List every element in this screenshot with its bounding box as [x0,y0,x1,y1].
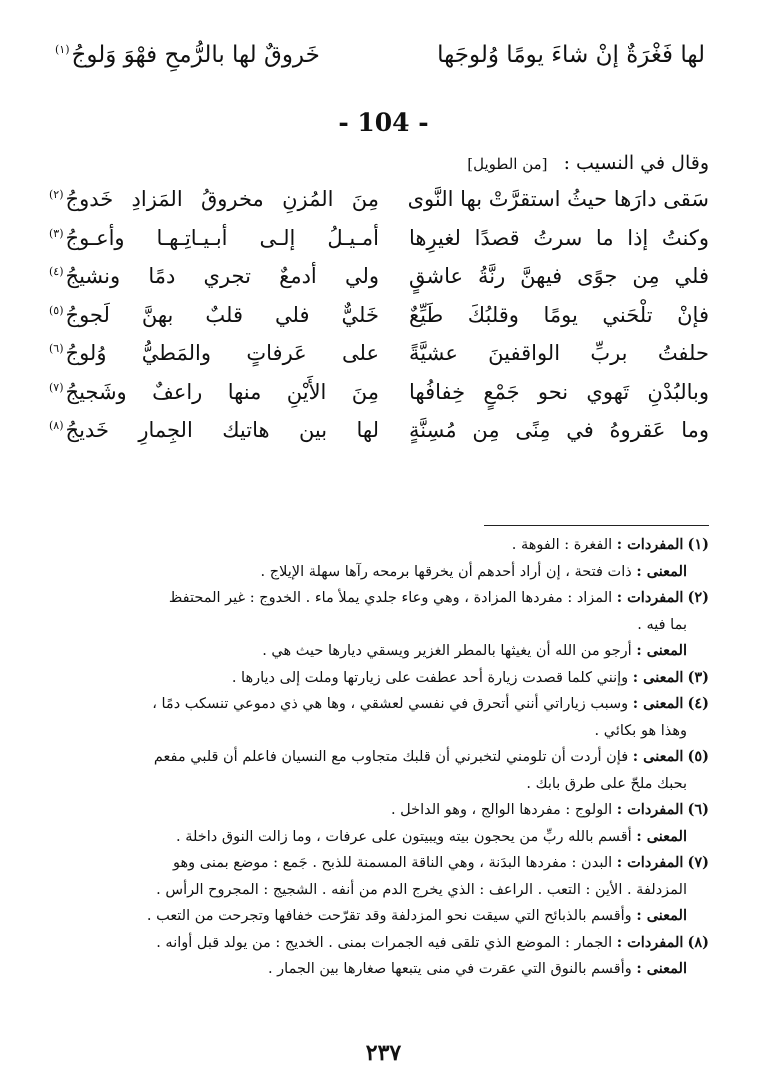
footnote-number: (٦) [687,801,709,818]
footnote-text: وأقسم بالنوق التي عقرت في منى يتبعها صغارها بين الجمار . [267,961,632,977]
verse-hemistich-first: وما عَقروهُ في مِنًى مِن مُسِنَّةٍ [409,418,709,442]
verse-hemistich-second [49,264,379,288]
footnote-ref: (٤) [49,265,64,278]
footnote-ref: (٢) [49,188,64,201]
verse-hemistich-second [49,418,379,442]
footnote-line [55,771,709,798]
footnote-line [55,824,709,851]
footnote-text: أرجو من الله أن يغيثها بالمطر الغزير ويسقي ديارها حيث هي . [262,643,632,659]
footnote-line [55,877,709,904]
footnote-label: المفردات : [616,801,684,818]
footnote-number: (٢) [687,589,709,606]
verse-hemistich-second [49,226,379,250]
footnote-line [55,638,709,665]
footnote-text: أقسم بالله ربِّ من يحجون بيته ويبيتون على عرفات ، وما زالت النوق داخلة . [176,828,632,845]
footnote-line [55,718,709,745]
footnote-label: المعنى : [636,562,687,580]
hemistich-text: خَروقٌ لها بالرُّمحِ فهْوَ وَلوجُ [71,42,320,68]
footnote-number: (٨) [687,933,709,951]
footnote-ref: (٥) [49,303,64,317]
footnote-label: المعنى : [636,642,687,659]
footnote-label: المعنى : [636,960,687,977]
verse-hemistich-first: لها فَغْرَةٌ إنْ شاءَ يومًا وُلوجَها [437,42,705,68]
poem-intro [369,152,709,174]
footnote-label: المعنى : [636,907,687,924]
footnote-ref: (٦) [49,342,64,355]
meter-label: [من الطويل] [467,155,548,173]
footnote-line [55,744,709,771]
footnote-number: (٤) [687,695,709,712]
footnote-line [55,559,709,586]
footnote-text: وأقسم بالذبائح التي سيقت نحو المزدلفة وقد تقرّحت خفافها وتجرحت من التعب . [146,908,632,924]
page-number: ٢٣٧ [365,1040,402,1066]
hemistich-text: خَليٌّ فلي قلبٌ بهنَّ لَجوجُ [65,302,379,327]
footnote-line [55,532,709,559]
footnote-label: المعنى : [632,748,684,765]
verse-hemistich-first: حلفتُ بربِّ الواقفينَ عشيَّةً [409,341,709,365]
verse-hemistich-first: وبالبُدْنِ تَهوي نحو جَمْعٍ خِفافُها [409,379,709,404]
footnote-line [55,797,709,824]
footnote-line [55,850,709,877]
verse-line [49,380,709,419]
footnote-text: بحبك ملحّ على طرق بابك . [526,775,687,792]
footnote-text: فإن أردت أن تلومني لتخبرني أن قلبك متجاوب مع النسيان فاعلم أن قلبي مفعم [153,749,629,765]
verse-hemistich-second [49,380,379,404]
footnote-ref: (١) [55,43,70,57]
footnote-line [55,903,709,930]
verse-hemistich-second [49,341,379,365]
footnote-text: وإنني كلما قصدت زيارة أحد عطفت على زيارتها وملت إلى ديارها . [231,669,629,686]
poem-verses [49,187,709,457]
footnote-number: (٥) [687,748,709,765]
footnote-line [55,691,709,718]
footnote-number: (٣) [687,668,709,686]
footnote-label: المفردات : [616,589,684,606]
verse-hemistich-second [49,303,379,327]
footnote-ref: (٧) [49,380,64,394]
verse-hemistich-first: سَقى دارَها حيثُ استقرَّتْ بها النَّوى [407,187,709,211]
hemistich-text: على عَرفاتٍ والمَطيُّ وُلوجُ [65,341,379,365]
verse-hemistich-first: فلي مِن جوًى فيهنَّ رنَّةُ عاشقٍ [409,264,709,288]
footnote-label: المعنى : [632,668,684,686]
footnote-ref: (٣) [49,226,64,240]
verse-hemistich-first: وكنتُ إذا ما سرتُ قصدًا لغيرِها [409,225,709,250]
footnote-label: المفردات : [616,933,684,951]
hemistich-text: مِنَ المُزنِ مخروقُ المَزادِ خَدوجُ [65,187,379,211]
footnote-ref: (٨) [49,419,64,432]
hemistich-text: لها بين هاتيك الجِمارِ خَديجُ [65,418,379,442]
footnote-divider [484,525,709,526]
intro-text: وقال في النسيب : [563,152,709,174]
footnote-text: الفغرة : الفوهة . [511,537,613,553]
footnote-text: الجمار : الموضع الذي تلقى فيه الجمرات بمنى . الخديج : من يولد قبل أوانه . [156,934,613,951]
verse-line [49,264,709,303]
footnote-text: وهذا هو بكائي . [594,722,687,739]
verse-hemistich-second [55,42,320,68]
footnote-number: (١) [687,536,709,553]
footnote-text: الولوج : مفردها الوالج ، وهو الداخل . [390,802,613,818]
footnote-label: المعنى : [636,827,687,845]
footnote-label: المفردات : [616,536,684,553]
verse-line [49,226,709,265]
hemistich-text: ولي أدمعٌ تجري دمًا ونشيجُ [65,264,379,288]
verse-line [49,303,709,342]
footnote-text: وسبب زياراتي أنني أتحرق في نفسي لعشقي ، وها هي ذي دموعي تنسكب دمًا ، [152,696,629,712]
hemistich-text: مِنَ الأَيْنِ منها راعفٌ وشَجيجُ [65,379,379,404]
verse-line [49,418,709,457]
verse-line [49,341,709,380]
footnote-text: ذات فتحة ، إن أراد أحدهم أن يخرقها برمحه رآها سهلة الإيلاج . [260,563,632,580]
footnote-text: بما فيه . [637,616,687,633]
footnote-line [55,956,709,983]
footnotes [55,532,709,983]
footnote-line [55,930,709,957]
footnote-label: المفردات : [616,854,684,871]
footnote-line [55,665,709,692]
footnote-line [55,612,709,639]
footnote-text: المزاد : مفردها المزادة ، وهي وعاء جلدي يملأ ماء . الخدوج : غير المحتفظ [168,590,613,606]
carried-verse [55,42,705,82]
footnote-text: البدن : مفردها البدَنة ، وهي الناقة المسمنة للذبح . جَمع : موضع بمنى وهو [173,855,613,871]
verse-hemistich-first: فإنْ تلْحَني يومًا وقلبُكَ طَيِّعٌ [409,302,709,327]
footnote-text: المزدلفة . الأين : التعب . الراعف : الذي يخرج الدم من أنفه . الشجيج : المجروح الرأس . [156,881,687,898]
verse-line [49,187,709,226]
hemistich-text: أمـيـلُ إلـى أبـيـاتِـهـا وأعـوجُ [65,225,379,250]
poem-number: - 104 - [338,108,429,137]
footnote-number: (٧) [687,854,709,871]
footnote-line [55,585,709,612]
verse-hemistich-second [49,187,379,211]
footnote-label: المعنى : [632,695,684,712]
